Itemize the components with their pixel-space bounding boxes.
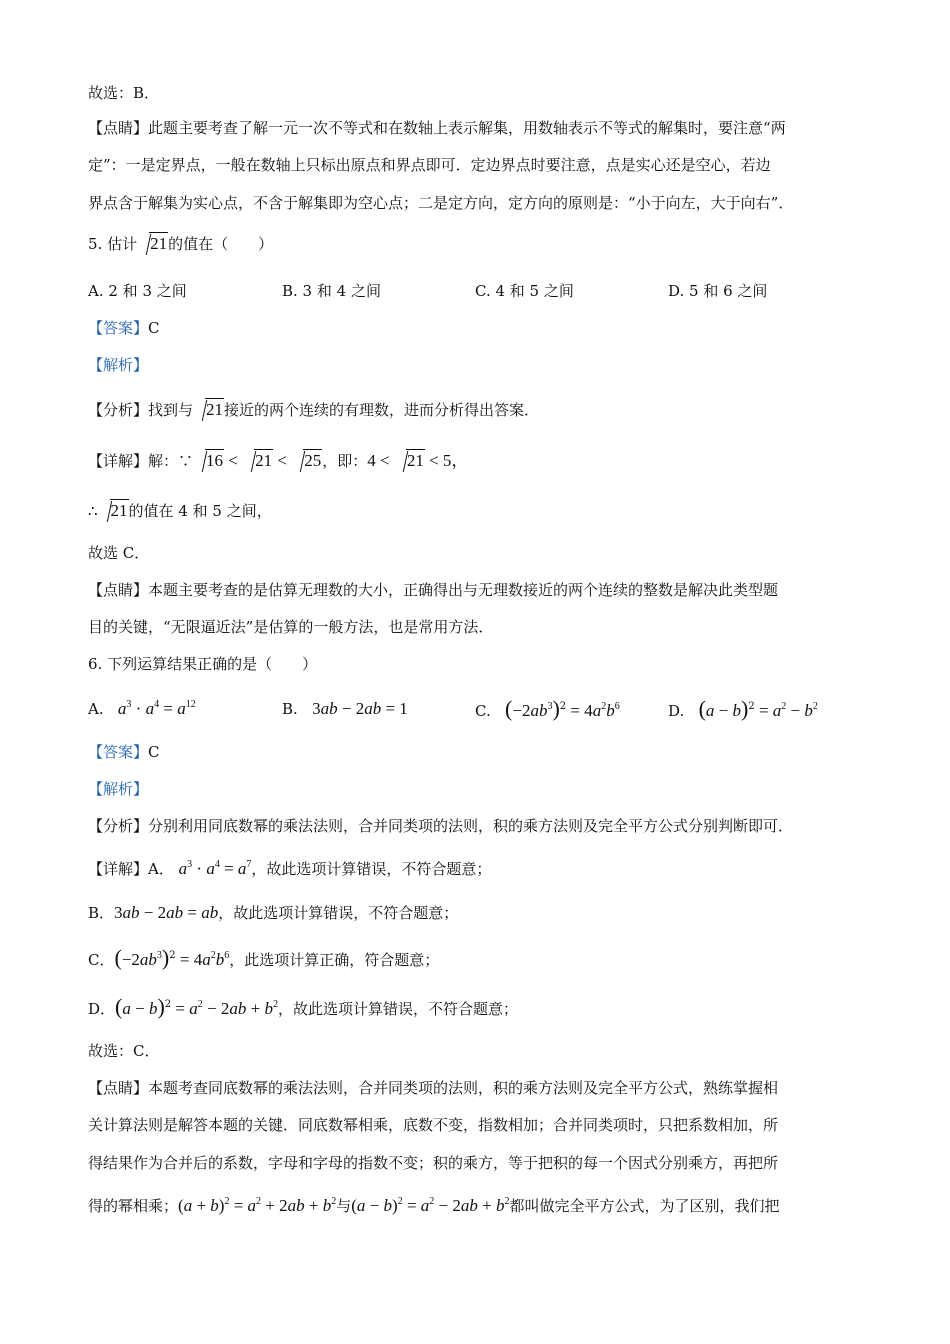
- sqrt-symbol: [140, 232, 168, 255]
- q6-option-d: D. $(a - b)^2 = a^2 - b^2$: [668, 696, 818, 721]
- option-letter: D．: [88, 1000, 116, 1018]
- prev-comment-line1: [88, 117, 786, 139]
- radicand: 21: [255, 451, 273, 470]
- num-five: 5: [442, 451, 452, 470]
- prev-comment-line2: 定”：一是定界点，一般在数轴上只标出原点和界点即可．定边界点时要注意，点是实心还是空心，若边: [88, 156, 771, 174]
- judgement-text: ，故此选项计算错误，不符合题意；: [277, 1000, 518, 1018]
- radicand: 21: [206, 400, 224, 419]
- q5-xiangjie: 【详解】解：∵ 16 < 21 < 25，即：4 < 21 < 5，: [88, 451, 469, 470]
- q6-fenxi: [88, 815, 793, 837]
- sqrt-symbol: [397, 449, 425, 472]
- q6-option-c: C. $(-2ab^3)^2 = 4a^2b^6$: [475, 696, 620, 721]
- therefore-symbol: ∴: [88, 502, 98, 520]
- q5-option-b: B. 3 和 4 之间: [282, 282, 381, 300]
- q5-analysis-tag: 【解析】: [88, 356, 149, 374]
- q5-choose: 故选 C．: [88, 544, 150, 562]
- q6-xiangjie-c: C．$(-2ab^3)^2 = 4a^2b^6$，此选项计算正确，符合题意；: [88, 945, 440, 970]
- comment-tag: 【点睛】: [88, 581, 149, 599]
- comment-text: 得的幂相乘；: [88, 1197, 179, 1215]
- q6-xiangjie-d: D．$(a - b)^2 = a^2 - 2ab + b^2$，故此选项计算错误，不符合题意；: [88, 994, 518, 1019]
- q5-therefore: [88, 499, 272, 522]
- prev-comment-line3: 界点含于解集为实心点，不含于解集即为空心点；二是定方向，定方向的原则是：“小于向左，大于向右”．: [88, 194, 794, 212]
- judgement-text: ，故此选项计算错误，不符合题意；: [218, 904, 459, 922]
- q6-stem: 6. 下列运算结果正确的是（ ）: [88, 655, 318, 673]
- judgement-text: ，此选项计算正确，符合题意；: [229, 951, 440, 969]
- q5-answer: [88, 317, 160, 339]
- option-letter: A．: [148, 860, 174, 878]
- num-four: 4: [367, 451, 376, 470]
- fenxi-pre: 找到与: [148, 401, 194, 419]
- sqrt-symbol: [101, 499, 129, 522]
- option-letter: D.: [668, 702, 685, 720]
- option-letter: B．: [88, 904, 115, 922]
- therefore-text: 的值在 4 和 5 之间，: [128, 502, 272, 520]
- radicand: 21: [150, 234, 168, 253]
- q6-analysis-tag: 【解析】: [88, 780, 149, 798]
- judgement-text: ，故此选项计算错误，不符合题意；: [251, 860, 492, 878]
- q5-option-a: A. 2 和 3 之间: [88, 282, 187, 300]
- comment-text: 与: [336, 1197, 352, 1215]
- q6-comment-line2: 关计算法则是解答本题的关键．同底数幂相乘，底数不变，指数相加；合并同类项时，只把系数相加，所: [88, 1116, 779, 1134]
- comment-text: 本题主要考查的是估算无理数的大小，正确得出与无理数接近的两个连续的整数是解决此类型题: [148, 581, 779, 599]
- q6-option-a: A. $a^3 \cdot a^4 = a^{12}$: [88, 699, 196, 718]
- option-letter: B.: [282, 700, 298, 718]
- xiangjie-tag: 【详解】: [88, 860, 149, 878]
- q6-option-b: B. 3ab − 2ab = 1: [282, 699, 408, 718]
- q6-xiangjie-b: B．3ab − 2ab = ab，故此选项计算错误，不符合题意；: [88, 903, 459, 922]
- q5-comment-line1: [88, 579, 778, 601]
- comment-tag: 【点睛】: [88, 119, 149, 137]
- answer-tag: 【答案】: [88, 319, 149, 337]
- q6-comment-line3: 得结果作为合并后的系数，字母和字母的指数不变；积的乘方，等于把积的每一个因式分别乘方，再把所: [88, 1154, 779, 1172]
- fenxi-text: 分别利用同底数幂的乘法法则，合并同类项的法则，积的乘方法则及完全平方公式分别判断即可．: [148, 817, 794, 835]
- sqrt-symbol: [245, 449, 273, 472]
- q6-comment-line4: 得的幂相乘；$(a + b)^2 = a^2 + 2ab + b^2$与$(a - b)^2 = a^2 - 2ab + b^2$都叫做完全平方公式，为了区别，我们把: [88, 1196, 780, 1215]
- radicand: 25: [304, 451, 322, 470]
- fenxi-tag: 【分析】: [88, 401, 149, 419]
- comment-text: 此题主要考查了解一元一次不等式和在数轴上表示解集，用数轴表示不等式的解集时，要注意“两: [148, 119, 786, 137]
- comment-tag: 【点睛】: [88, 1079, 149, 1097]
- radicand: 21: [406, 451, 424, 470]
- prev-answer: 故选：B．: [88, 84, 160, 102]
- option-letter: C．: [88, 951, 115, 969]
- comment-text: 都叫做完全平方公式，为了区别，我们把: [509, 1197, 780, 1215]
- comment-text: 本题考查同底数幂的乘法法则，合并同类项的法则，积的乘方法则及完全平方公式，熟练掌握相: [148, 1079, 779, 1097]
- fenxi-post: 接近的两个连续的有理数，进而分析得出答案．: [224, 401, 540, 419]
- q5-comment-line2: 目的关键，“无限逼近法”是估算的一般方法，也是常用方法．: [88, 618, 494, 636]
- sqrt-symbol: [196, 398, 224, 421]
- radicand: 21: [110, 501, 128, 520]
- sqrt-symbol: [294, 449, 322, 472]
- answer-value: C: [148, 319, 160, 337]
- option-letter: C.: [475, 702, 491, 720]
- xiangjie-pre: 解：∵: [148, 452, 194, 470]
- answer-tag: 【答案】: [88, 743, 149, 761]
- sqrt-symbol: [196, 449, 224, 472]
- fenxi-tag: 【分析】: [88, 817, 149, 835]
- q6-comment-line1: [88, 1077, 778, 1099]
- q5-stem-post: 的值在（ ）: [168, 235, 274, 253]
- q6-answer: [88, 741, 160, 763]
- q5-option-d: D. 5 和 6 之间: [668, 282, 768, 300]
- radicand: 16: [206, 451, 224, 470]
- q6-choose: 故选：C．: [88, 1042, 160, 1060]
- ji-text: ，即：: [322, 452, 368, 470]
- q6-xiangjie-a: 【详解】A． $a^3 \cdot a^4 = a^7$，故此选项计算错误，不符合题意；: [88, 859, 492, 878]
- q5-stem-pre: 5. 估计: [88, 235, 138, 253]
- q5-option-c: C. 4 和 5 之间: [475, 282, 574, 300]
- option-letter: A.: [88, 700, 104, 718]
- q5-fenxi: [88, 398, 539, 421]
- xiangjie-tag: 【详解】: [88, 452, 149, 470]
- q5-stem: [88, 232, 273, 255]
- answer-value: C: [148, 743, 160, 761]
